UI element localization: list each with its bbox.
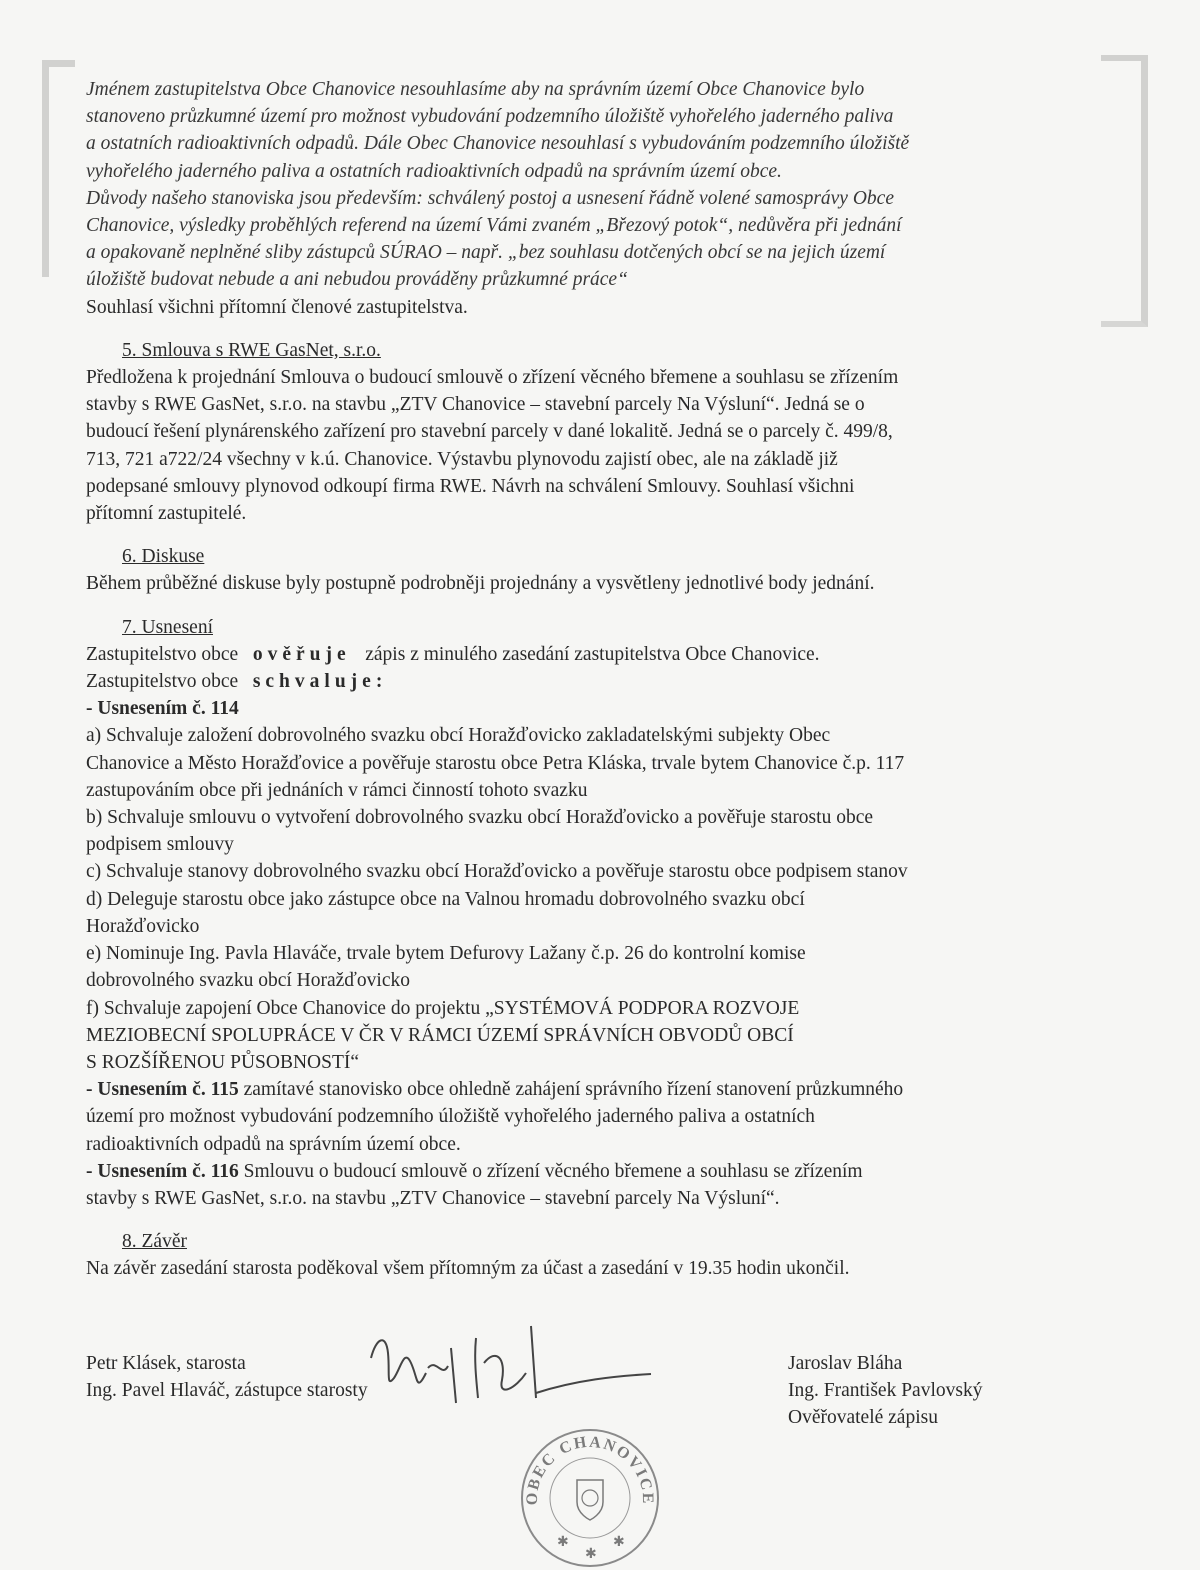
- scan-bracket-left: [42, 60, 75, 277]
- verify-word: ověřuje: [252, 643, 351, 665]
- intro-agreement: Souhlasí všichni přítomní členové zastupitelstva.: [86, 296, 468, 318]
- stamp-text: OBEC CHANOVICE: [523, 1433, 657, 1506]
- section-6-heading: 6. Diskuse: [122, 546, 205, 568]
- star-icon: ✱: [585, 1546, 597, 1562]
- municipal-stamp: [515, 1418, 665, 1568]
- document-body: [86, 76, 1116, 1283]
- intro-line: vyhořelého jaderného paliva a ostatních radioaktivních odpadů na správním území obce.: [86, 160, 782, 182]
- resolution-line: e) Nominuje Ing. Pavla Hlaváče, trvale bytem Defurovy Lažany č.p. 26 do kontrolní komise: [86, 943, 806, 965]
- section-line: přítomní zastupitelé.: [86, 503, 247, 525]
- resolution-line: Horažďovicko: [86, 915, 200, 937]
- verify-prefix: Zastupitelstvo obce: [86, 643, 239, 665]
- verify-suffix: zápis z minulého zasedání zastupitelstva Obce Chanovice.: [365, 643, 820, 665]
- resolution-line: b) Schvaluje smlouvu o vytvoření dobrovolného svazku obcí Horažďovicko a pověřuje starostu obce: [86, 807, 873, 829]
- intro-line: úložiště budovat nebude a ani nebudou prováděny průzkumné práce“: [86, 269, 628, 291]
- section-line: podepsané smlouvy plynovod odkoupí firma RWE. Návrh na schválení Smlouvy. Souhlasí všichni: [86, 475, 855, 497]
- resolution-line: a) Schvaluje založení dobrovolného svazku obcí Horažďovicko zakladatelskými subjekty Obec: [86, 725, 831, 747]
- intro-line: stanoveno průzkumné území pro možnost vybudování podzemního úložiště vyhořelého jaderného paliva: [86, 106, 894, 128]
- verifier-name: Ing. František Pavlovský: [788, 1380, 983, 1402]
- signatory-name: Petr Klásek, starosta: [86, 1353, 246, 1374]
- section-7-heading: 7. Usnesení: [122, 616, 213, 638]
- resolution-line: zastupováním obce při jednáních v rámci činností tohoto svazku: [86, 779, 588, 801]
- section-5-body: [86, 364, 1116, 527]
- handwritten-signature: [356, 1318, 656, 1408]
- resolution-line: c) Schvaluje stanovy dobrovolného svazku obcí Horažďovicko a pověřuje starostu obce podpisem stanov: [86, 861, 908, 883]
- resolution-line: MEZIOBECNÍ SPOLUPRÁCE V ČR V RÁMCI ÚZEMÍ SPRÁVNÍCH OBVODŮ OBCÍ: [86, 1024, 794, 1046]
- section-line: 713, 721 a722/24 všechny v k.ú. Chanovice. Výstavbu plynovodu zajistí obec, ale na základě již: [86, 448, 838, 470]
- resolution-line: dobrovolného svazku obcí Horažďovicko: [86, 970, 410, 992]
- intro-line: a opakovaně neplněné sliby zástupců SÚRAO – např. „bez souhlasu dotčených obcí se na jejich území: [86, 242, 886, 264]
- section-line: Předložena k projednání Smlouva o budoucí smlouvě o zřízení věcného břemene a souhlasu se zřízením: [86, 367, 899, 389]
- signatories-left: [86, 1350, 368, 1404]
- approve-word: schvaluje:: [252, 671, 388, 693]
- section-line: stavby s RWE GasNet, s.r.o. na stavbu „ZTV Chanovice – stavební parcely Na Výsluní“. Jedná se o: [86, 394, 865, 416]
- intro-line: Jménem zastupitelstva Obce Chanovice nesouhlasíme aby na správním území Obce Chanovice bylo: [86, 79, 865, 100]
- resolution-115: [86, 1076, 1116, 1103]
- intro-line: Chanovice, výsledky proběhlých referend na území Vámi zvaném „Březový potok“, nedůvěra při jednání: [86, 215, 902, 237]
- signatories-right: [788, 1350, 982, 1432]
- resolution-line: d) Deleguje starostu obce jako zástupce obce na Valnou hromadu dobrovolného svazku obcí: [86, 888, 805, 910]
- section-line: Na závěr zasedání starosta poděkoval všem přítomným za účast a zasedání v 19.35 hodin ukončil.: [86, 1258, 850, 1280]
- star-icon: ✱: [613, 1534, 625, 1550]
- section-8-heading: 8. Závěr: [122, 1231, 187, 1253]
- resolution-114-body: [86, 722, 1116, 1076]
- resolution-line: f) Schvaluje zapojení Obce Chanovice do projektu „SYSTÉMOVÁ PODPORA ROZVOJE: [86, 997, 800, 1019]
- section-line: Během průběžné diskuse byly postupně podrobněji projednány a vysvětleny jednotlivé body jednání.: [86, 573, 875, 595]
- intro-line: Důvody našeho stanoviska jsou především: schválený postoj a usnesení řádně volené samosprávy Obce: [86, 187, 894, 209]
- resolution-114-label: - Usnesením č. 114: [86, 698, 239, 720]
- intro-line: a ostatních radioaktivních odpadů. Dále Obec Chanovice nesouhlasí s vybudováním podzemního úložiště: [86, 133, 910, 155]
- resolution-line: území pro možnost vybudování podzemního úložiště vyhořelého jaderného paliva a ostatních: [86, 1106, 815, 1128]
- signatory-name: Ing. Pavel Hlaváč, zástupce starosty: [86, 1380, 368, 1402]
- resolution-line: podpisem smlouvy: [86, 834, 234, 856]
- resolution-116: [86, 1158, 1116, 1185]
- intro-paragraph: [86, 76, 1116, 294]
- star-icon: ✱: [557, 1534, 569, 1550]
- resolution-line: S ROZŠÍŘENOU PŮSOBNOSTÍ“: [86, 1051, 360, 1073]
- resolution-line: Chanovice a Město Horažďovice a pověřuje starostu obce Petra Kláska, trvale bytem Chanovice č.p. 117: [86, 752, 905, 774]
- resolution-115-label: - Usnesením č. 115: [86, 1079, 239, 1101]
- resolution-116-first: Smlouvu o budoucí smlouvě o zřízení věcného břemene a souhlasu se zřízením: [243, 1160, 863, 1182]
- verifiers-caption: Ověřovatelé zápisu: [788, 1407, 938, 1429]
- resolution-115-first: zamítavé stanovisko obce ohledně zahájení správního řízení stanovení průzkumného: [243, 1079, 904, 1101]
- coat-of-arms-icon: [577, 1480, 603, 1520]
- resolution-line: radioaktivních odpadů na správním území obce.: [86, 1133, 461, 1155]
- svg-text:OBEC CHANOVICE: [524, 1434, 656, 1506]
- verify-line: [86, 641, 1116, 668]
- verifier-name: Jaroslav Bláha: [788, 1353, 903, 1374]
- section-5-heading: 5. Smlouva s RWE GasNet, s.r.o.: [122, 339, 381, 361]
- section-line: budoucí řešení plynárenského zařízení pro stavební parcely v dané lokalitě. Jedná se o parcely č. 499/8,: [86, 421, 893, 443]
- resolution-116-label: - Usnesením č. 116: [86, 1160, 239, 1182]
- approve-prefix: Zastupitelstvo obce: [86, 671, 239, 693]
- resolution-line: stavby s RWE GasNet, s.r.o. na stavbu „ZTV Chanovice – stavební parcely Na Výsluní“.: [86, 1187, 780, 1209]
- approve-line: [86, 668, 1116, 695]
